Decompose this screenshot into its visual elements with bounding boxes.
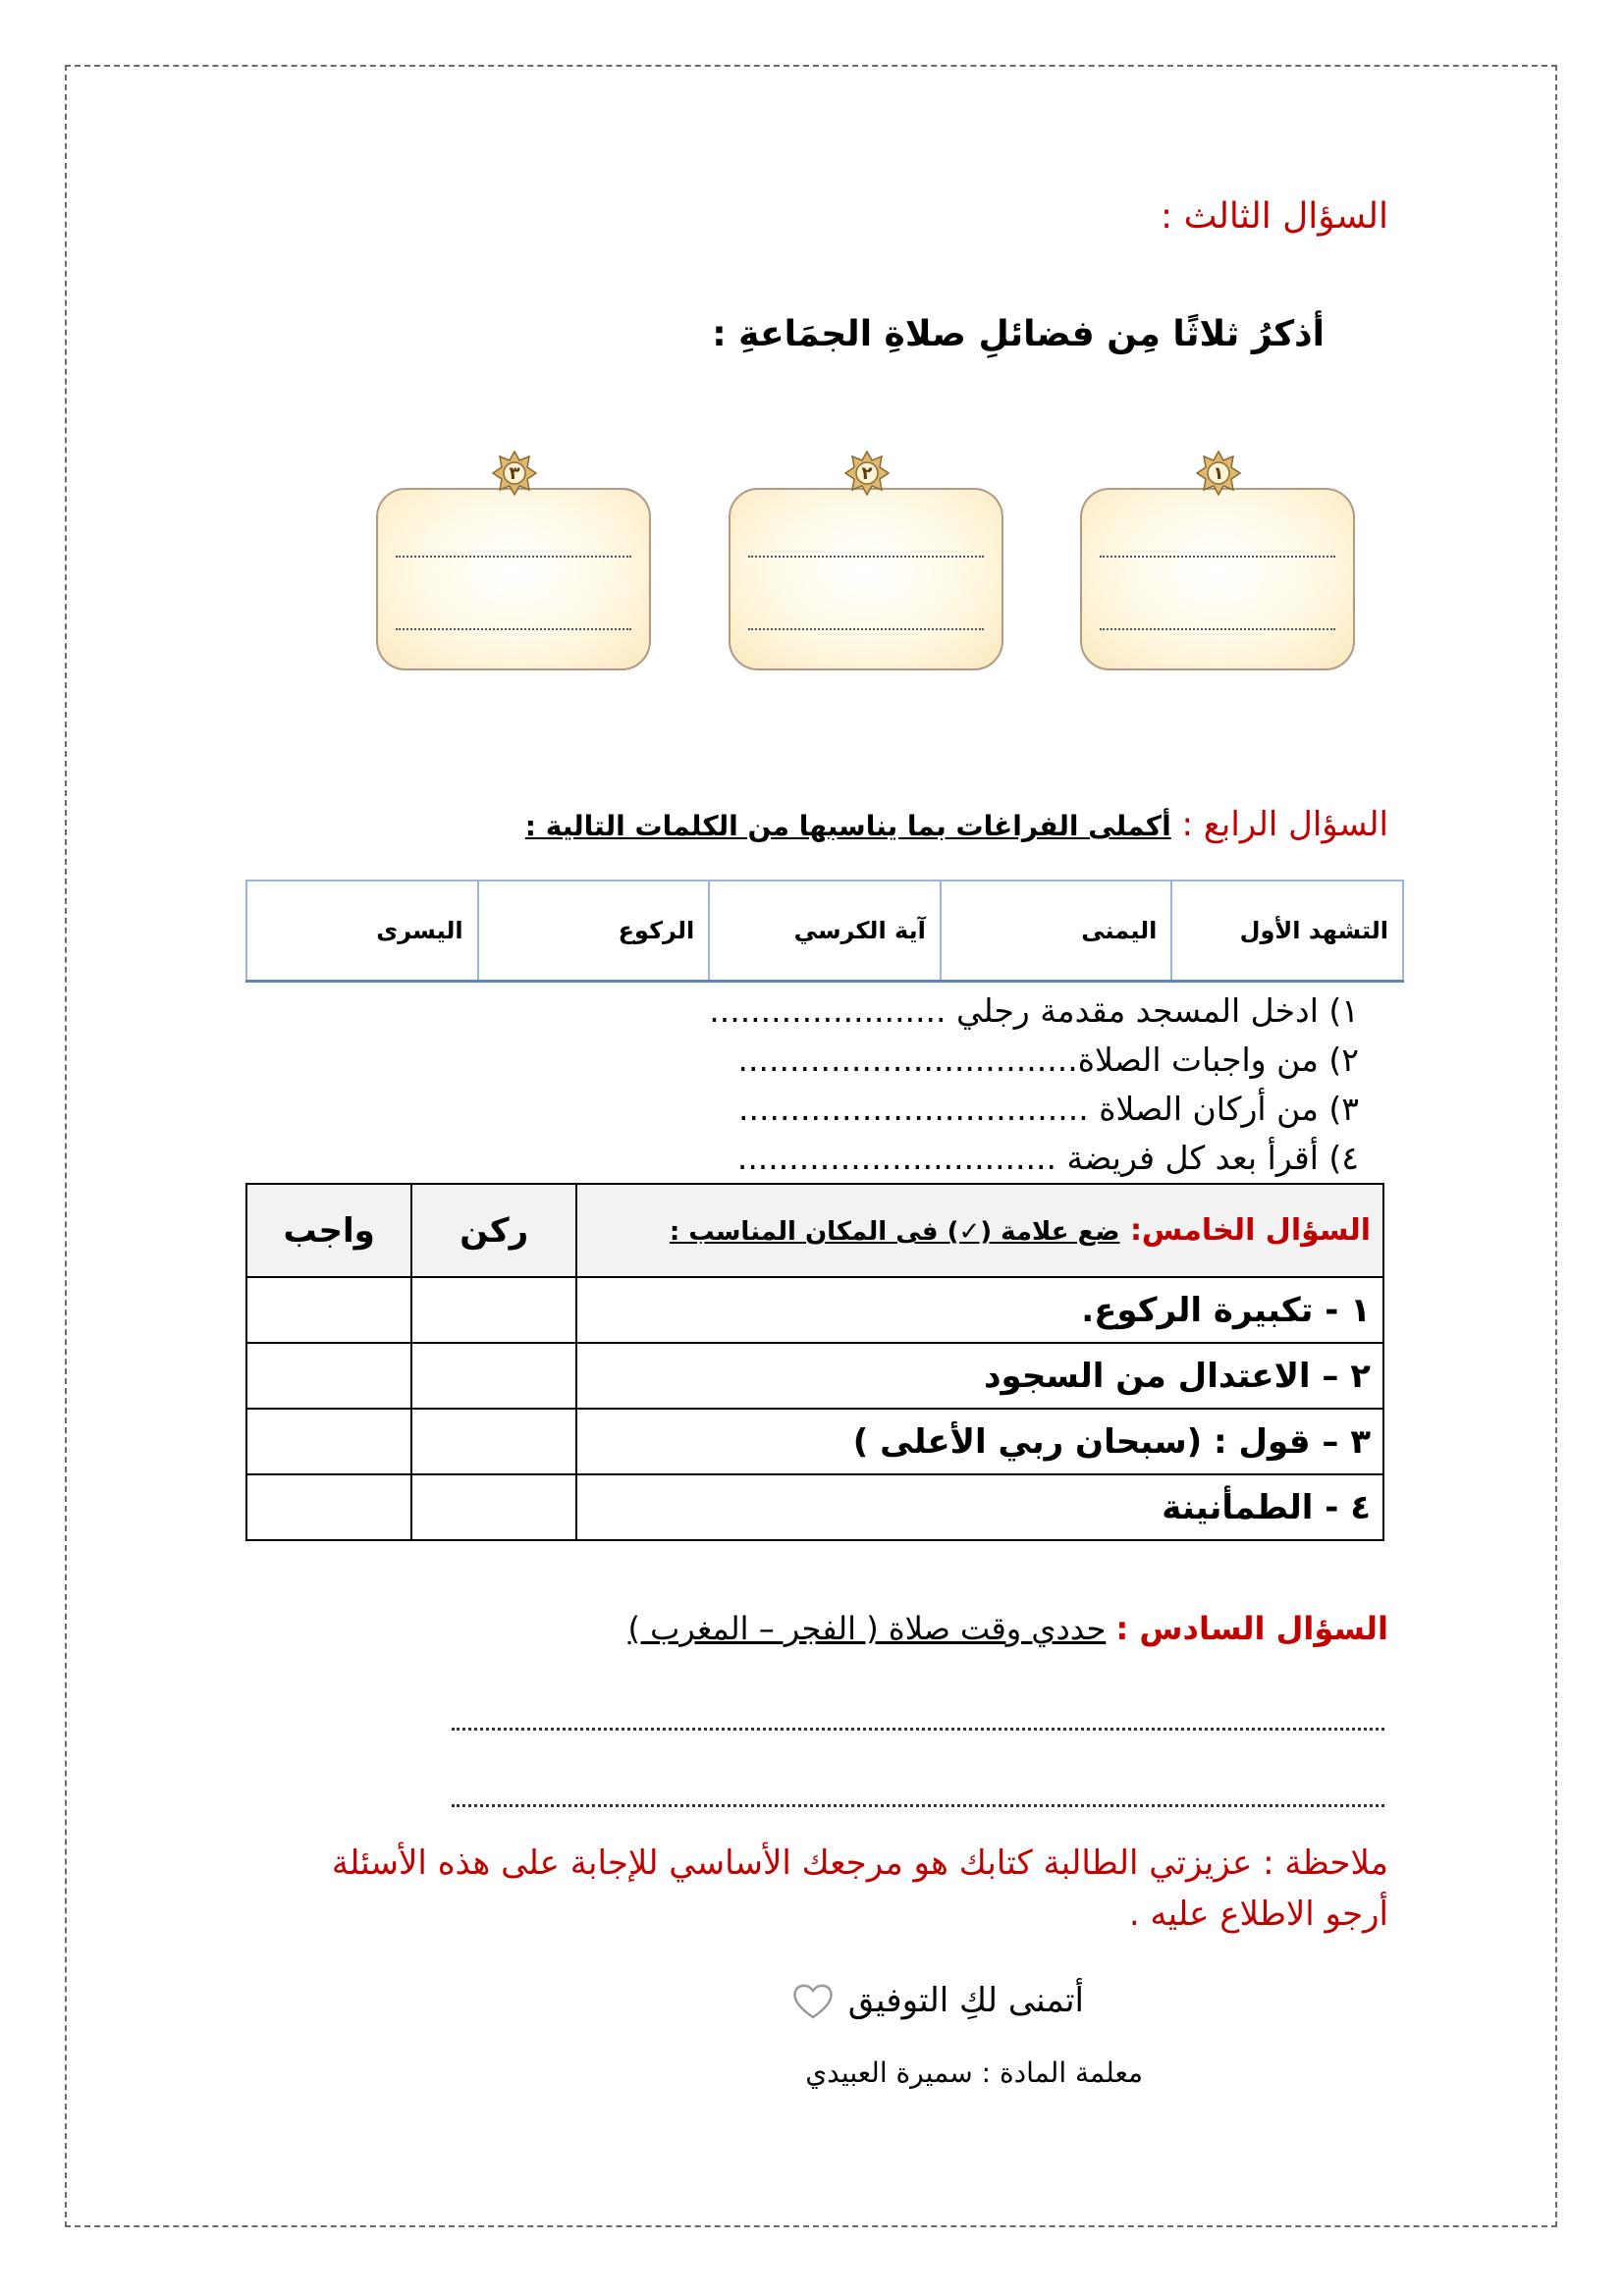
fill-item-4[interactable]: ٤) أقرأ بعد كل فريضة ...............................	[736, 1139, 1359, 1177]
wajib-check-cell[interactable]	[246, 1343, 411, 1409]
column-wajib: واجب	[246, 1184, 411, 1277]
card-number: ٣	[509, 462, 520, 484]
wajib-check-cell[interactable]	[246, 1277, 411, 1343]
question-6-label: السؤال السادس :	[1115, 1610, 1388, 1647]
question-5-header	[576, 1184, 1383, 1277]
answer-line[interactable]	[396, 628, 631, 630]
question-5-instruction: ضع علامة (✓) فى المكان المناسب :	[669, 1217, 1120, 1247]
word-bank-item: اليسرى	[246, 881, 478, 982]
table-row	[246, 1474, 1383, 1540]
question-6-heading	[628, 1610, 1388, 1647]
wajib-check-cell[interactable]	[246, 1409, 411, 1474]
question-5-table	[245, 1183, 1384, 1541]
statement-cell: ٣ – قول : (سبحان ربي الأعلى )	[576, 1409, 1383, 1474]
question-3-prompt: أذكرُ ثلاثًا مِن فضائلِ صلاةِ الجمَاعةِ :	[712, 314, 1325, 354]
statement-cell: ١ - تكبيرة الركوع.	[576, 1277, 1383, 1343]
statement-cell: ٤ - الطمأنينة	[576, 1474, 1383, 1540]
answer-card-2	[729, 462, 1003, 670]
column-rukn: ركن	[411, 1184, 576, 1277]
note-line-2: أرجو الاطلاع عليه .	[1128, 1895, 1388, 1934]
answer-line[interactable]	[452, 1804, 1384, 1807]
answer-line[interactable]	[1100, 556, 1335, 558]
fill-item-2[interactable]: ٢) من واجبات الصلاة.................................	[737, 1041, 1359, 1079]
card-box	[729, 488, 1003, 670]
card-box	[376, 488, 651, 670]
table-row	[246, 1409, 1383, 1474]
rukn-check-cell[interactable]	[411, 1277, 576, 1343]
rukn-check-cell[interactable]	[411, 1409, 576, 1474]
word-bank-item: التشهد الأول	[1171, 881, 1403, 982]
question-4-instruction: أكملى الفراغات بما يناسبها من الكلمات التالية :	[524, 810, 1171, 842]
answer-line[interactable]	[452, 1728, 1384, 1731]
table-row	[246, 1277, 1383, 1343]
card-box	[1080, 488, 1355, 670]
word-bank-table	[245, 880, 1404, 983]
table-row	[246, 1343, 1383, 1409]
wish-line	[791, 1981, 1084, 2020]
fill-item-3[interactable]: ٣) من أركان الصلاة ..................................	[738, 1090, 1359, 1128]
wish-text: أتمنى لكِ التوفيق	[847, 1981, 1084, 2020]
answer-line[interactable]	[748, 628, 984, 630]
rukn-check-cell[interactable]	[411, 1343, 576, 1409]
question-4-label: السؤال الرابع :	[1181, 805, 1388, 844]
teacher-name: معلمة المادة : سميرة العبيدي	[805, 2056, 1143, 2089]
word-bank-item: آية الكرسي	[709, 881, 941, 982]
statement-cell: ٢ – الاعتدال من السجود	[576, 1343, 1383, 1409]
card-number: ١	[1213, 462, 1224, 484]
question-3-title: السؤال الثالث :	[1161, 196, 1388, 237]
answer-card-3	[376, 462, 651, 670]
question-4-heading	[525, 805, 1388, 844]
rukn-check-cell[interactable]	[411, 1474, 576, 1540]
word-bank-item: الركوع	[478, 881, 710, 982]
question-5-label: السؤال الخامس:	[1129, 1213, 1371, 1248]
wajib-check-cell[interactable]	[246, 1474, 411, 1540]
heart-icon	[791, 1981, 835, 2020]
word-bank-item: اليمنى	[941, 881, 1172, 982]
answer-card-1	[1080, 462, 1355, 670]
answer-line[interactable]	[748, 556, 984, 558]
note-line-1: ملاحظة : عزيزتي الطالبة كتابك هو مرجعك الأساسي للإجابة على هذه الأسئلة	[331, 1843, 1388, 1883]
answer-line[interactable]	[396, 556, 631, 558]
card-number: ٢	[861, 462, 873, 484]
answer-line[interactable]	[1100, 628, 1335, 630]
note	[259, 1838, 1388, 1940]
question-6-instruction: حددي وقت صلاة ( الفجر – المغرب )	[627, 1610, 1107, 1647]
fill-item-1[interactable]: ١) ادخل المسجد مقدمة رجلي .......................	[709, 991, 1359, 1030]
